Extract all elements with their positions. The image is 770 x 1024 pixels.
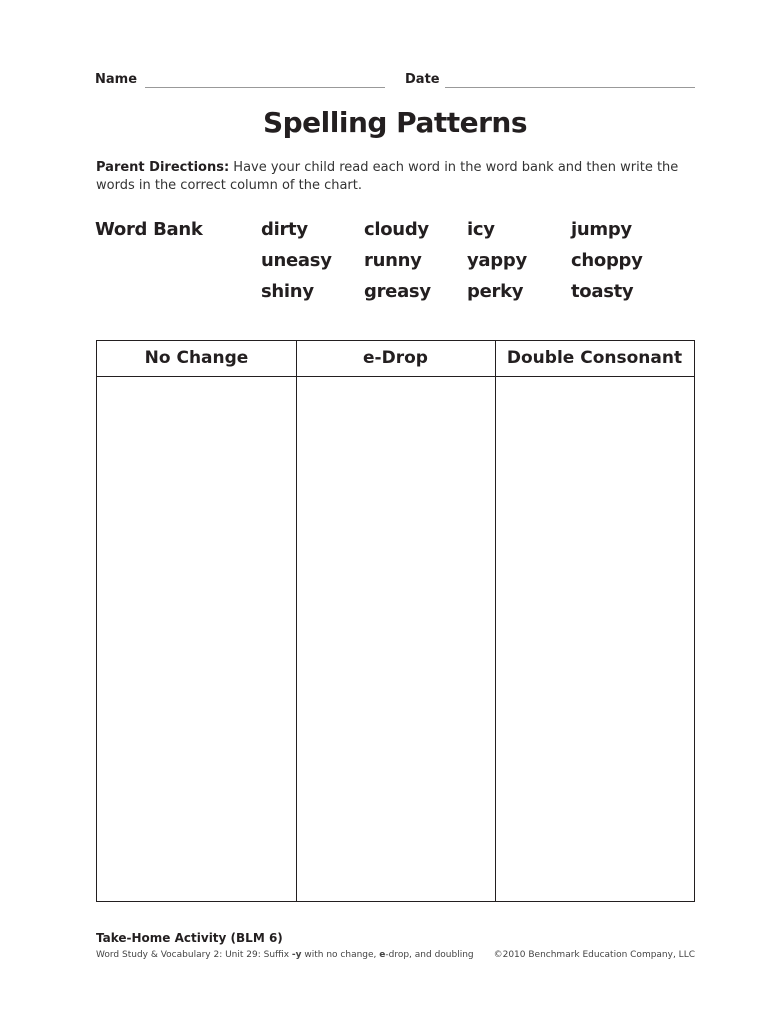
subtitle-e: e bbox=[379, 950, 386, 960]
word-bank-label: Word Bank bbox=[95, 219, 203, 240]
header-e-drop: e-Drop bbox=[363, 348, 428, 368]
header-divider bbox=[97, 376, 694, 377]
word-bank-word: icy bbox=[467, 219, 495, 240]
directions-label: Parent Directions: bbox=[96, 160, 230, 175]
word-bank-word: cloudy bbox=[364, 219, 429, 240]
word-bank-word: runny bbox=[364, 250, 422, 271]
name-field[interactable] bbox=[145, 87, 385, 88]
date-field[interactable] bbox=[445, 87, 695, 88]
word-bank-word: jumpy bbox=[571, 219, 632, 240]
sort-chart bbox=[96, 340, 695, 902]
activity-title: Take-Home Activity (BLM 6) bbox=[96, 931, 283, 945]
word-bank-word: choppy bbox=[571, 250, 643, 271]
date-label: Date bbox=[405, 72, 440, 87]
word-bank-word: shiny bbox=[261, 281, 314, 302]
word-bank-word: toasty bbox=[571, 281, 634, 302]
directions-text: Have your child read each word in the word bank and then write the words in the correct column of the chart. bbox=[96, 160, 679, 193]
subtitle-suffix: -y bbox=[291, 950, 302, 960]
subtitle-part: Word Study & Vocabulary 2: Unit 29: Suffix bbox=[96, 950, 292, 960]
copyright: ©2010 Benchmark Education Company, LLC bbox=[493, 950, 695, 960]
parent-directions bbox=[96, 159, 696, 195]
word-bank-word: yappy bbox=[467, 250, 527, 271]
subtitle-part: with no change, bbox=[301, 950, 380, 960]
header-double-consonant: Double Consonant bbox=[506, 348, 683, 368]
subtitle-part: -drop, and doubling bbox=[385, 950, 474, 960]
footer-subtitle bbox=[96, 950, 474, 960]
page-title: Spelling Patterns bbox=[262, 106, 528, 139]
word-bank-word: greasy bbox=[364, 281, 431, 302]
word-bank-word: perky bbox=[467, 281, 524, 302]
header-no-change: No Change bbox=[144, 348, 249, 368]
column-divider bbox=[296, 341, 297, 901]
word-bank-word: dirty bbox=[261, 219, 308, 240]
column-divider bbox=[495, 341, 496, 901]
name-label: Name bbox=[95, 72, 138, 87]
word-bank-word: uneasy bbox=[261, 250, 332, 271]
